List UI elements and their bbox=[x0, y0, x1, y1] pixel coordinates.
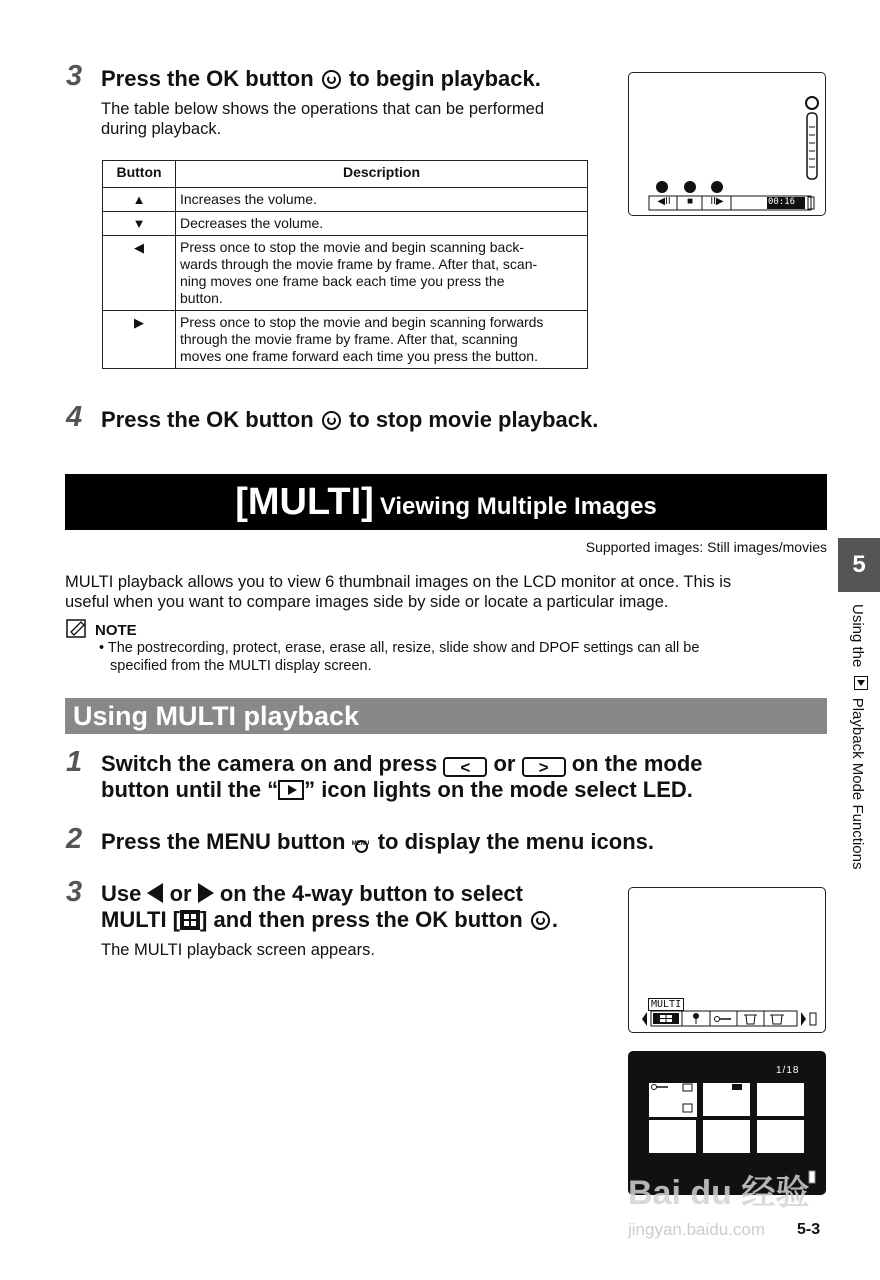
step-number: 3 bbox=[66, 60, 83, 92]
step-heading-post: to stop movie playback. bbox=[348, 407, 599, 432]
note-icon bbox=[66, 619, 90, 644]
step-number: 2 bbox=[66, 823, 83, 855]
intro-text bbox=[65, 572, 731, 612]
table-cell-line: moves one frame forward each time you press the button. bbox=[180, 348, 538, 364]
page-number: 5-3 bbox=[797, 1221, 821, 1238]
thumbnail bbox=[757, 1120, 804, 1153]
table-cell: Increases the volume. bbox=[176, 188, 588, 212]
menu-icon-label: MENU bbox=[351, 841, 370, 847]
playback-screen-illustration bbox=[628, 72, 826, 216]
step-heading-post: to begin playback. bbox=[348, 66, 541, 91]
step-text: or bbox=[169, 881, 192, 906]
step-description: The MULTI playback screen appears. bbox=[101, 941, 375, 959]
time-display: 00:16 bbox=[768, 197, 796, 207]
table-header: Description bbox=[176, 161, 588, 188]
chapter-title-pre: Using the bbox=[849, 604, 866, 668]
table-cell-line: ning moves one frame back each time you press the bbox=[180, 273, 505, 289]
operations-table bbox=[102, 160, 588, 369]
table-cell: Decreases the volume. bbox=[176, 212, 588, 236]
thumbnail-selected bbox=[648, 1082, 698, 1118]
image-counter: 1/18 bbox=[776, 1065, 800, 1076]
table-header: Button bbox=[103, 161, 176, 188]
step-number: 1 bbox=[66, 746, 83, 778]
section-title: Using MULTI playback bbox=[65, 698, 827, 734]
volume-bar-frame bbox=[807, 113, 817, 179]
left-control-icon bbox=[656, 181, 668, 193]
step-heading bbox=[101, 751, 703, 803]
left-key-icon: < bbox=[443, 757, 487, 777]
chapter-title-post: Playback Mode Functions bbox=[849, 697, 866, 870]
movie-icon bbox=[732, 1084, 742, 1090]
frame-back-icon: ◀II bbox=[657, 196, 671, 207]
thumbnail bbox=[757, 1083, 804, 1116]
playback-icon bbox=[854, 676, 868, 690]
watermark-logo: Bai du 经验 bbox=[628, 1174, 810, 1212]
step-description-line: during playback. bbox=[101, 120, 222, 138]
supported-images: Supported images: Still images/movies bbox=[585, 539, 827, 555]
note-text bbox=[99, 639, 699, 675]
step-text: to display the menu icons. bbox=[377, 829, 654, 854]
down-triangle-icon: ▼ bbox=[103, 212, 176, 236]
step-heading bbox=[101, 407, 598, 433]
note-line: • The postrecording, protect, erase, erase all, resize, slide show and DPOF settings can all be bbox=[99, 640, 700, 656]
ok-control-icon bbox=[684, 181, 696, 193]
multi-icon bbox=[180, 910, 200, 930]
table-row bbox=[103, 212, 588, 236]
step-description-line: The table below shows the operations that can be performed bbox=[101, 100, 545, 118]
step-text: ] and then press the OK button bbox=[200, 907, 523, 932]
thumbnail bbox=[703, 1083, 750, 1116]
thumbnail bbox=[649, 1120, 696, 1153]
step-text: . bbox=[551, 907, 558, 932]
step-heading-pre: Press the OK button bbox=[101, 66, 314, 91]
battery-icon bbox=[809, 1171, 815, 1183]
table-cell-line: Press once to stop the movie and begin scanning back- bbox=[180, 239, 524, 255]
step-text: Press the MENU button bbox=[101, 829, 346, 854]
battery-icon bbox=[810, 1013, 816, 1025]
step-description bbox=[101, 99, 544, 139]
menu-button-icon bbox=[352, 831, 372, 855]
menu-screen-graphics bbox=[629, 888, 824, 1031]
step-text: Use bbox=[101, 881, 142, 906]
step-heading bbox=[101, 66, 541, 92]
note-label: NOTE bbox=[95, 622, 137, 639]
step-number: 3 bbox=[66, 876, 83, 908]
menu-screen-illustration bbox=[628, 887, 826, 1033]
banner-title: [MULTI] bbox=[235, 481, 374, 523]
up-triangle-icon: ▲ bbox=[103, 188, 176, 212]
step-heading bbox=[101, 881, 558, 933]
step-heading-pre: Press the OK button bbox=[101, 407, 314, 432]
step-text: on the mode bbox=[571, 751, 703, 776]
table-cell bbox=[176, 311, 588, 369]
menu-right-arrow-icon bbox=[801, 1012, 806, 1026]
right-key-icon: > bbox=[522, 757, 566, 777]
table-row bbox=[103, 188, 588, 212]
playback-mode-icon bbox=[278, 780, 304, 800]
frame-forward-icon: II▶ bbox=[710, 196, 724, 207]
step-text: Switch the camera on and press bbox=[101, 751, 438, 776]
menu-left-arrow-icon bbox=[642, 1012, 647, 1026]
intro-line: MULTI playback allows you to view 6 thumbnail images on the LCD monitor at once. This is bbox=[65, 573, 732, 591]
table-cell bbox=[176, 236, 588, 311]
chapter-tab: 5 bbox=[838, 538, 880, 592]
left-arrow-icon bbox=[147, 883, 163, 903]
intro-line: useful when you want to compare images side by side or locate a particular image. bbox=[65, 593, 669, 611]
right-triangle-icon: ▶ bbox=[103, 311, 176, 369]
banner-subtitle: Viewing Multiple Images bbox=[379, 493, 657, 520]
volume-icon bbox=[806, 97, 818, 109]
table-cell-line: Press once to stop the movie and begin scanning forwards bbox=[180, 314, 544, 330]
step-text: ” icon lights on the mode select LED. bbox=[304, 777, 693, 802]
step-text: MULTI [ bbox=[101, 907, 181, 932]
thumbnail bbox=[703, 1120, 750, 1153]
ok-button-icon bbox=[322, 70, 341, 89]
table-row bbox=[103, 311, 588, 369]
table-cell-line: wards through the movie frame by frame. After that, scan- bbox=[180, 256, 538, 272]
multi-menu-label: MULTI bbox=[648, 998, 684, 1011]
table-cell-line: button. bbox=[180, 290, 223, 306]
mic-icon bbox=[693, 1013, 699, 1019]
table-row bbox=[103, 236, 588, 311]
chapter-title bbox=[849, 604, 868, 869]
right-arrow-icon bbox=[198, 883, 214, 903]
table-header-row bbox=[103, 161, 588, 188]
step-text: on the 4-way button to select bbox=[219, 881, 523, 906]
right-control-icon bbox=[711, 181, 723, 193]
ok-button-icon bbox=[531, 911, 550, 930]
step-text: button until the “ bbox=[101, 777, 279, 802]
table-cell-line: through the movie frame by frame. After that, scanning bbox=[180, 331, 518, 347]
step-heading bbox=[101, 829, 654, 855]
watermark-url: jingyan.baidu.com bbox=[628, 1220, 766, 1239]
note-line: specified from the MULTI display screen. bbox=[110, 658, 372, 674]
playback-screen-graphics bbox=[629, 73, 824, 214]
step-number: 4 bbox=[66, 401, 83, 433]
section-banner bbox=[65, 474, 827, 530]
step-text: or bbox=[493, 751, 516, 776]
ok-button-icon bbox=[322, 411, 341, 430]
stop-icon: ■ bbox=[686, 196, 694, 207]
left-triangle-icon: ◀ bbox=[103, 236, 176, 311]
